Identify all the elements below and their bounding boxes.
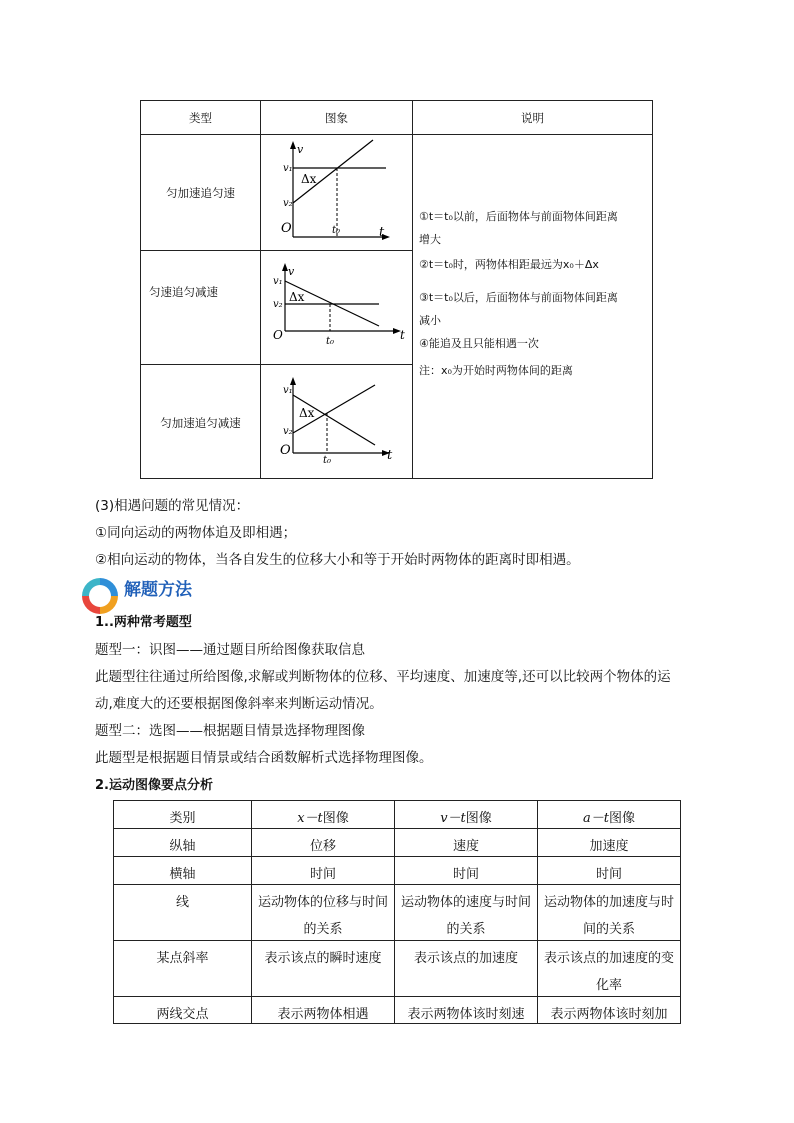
- t2-header-at: [537, 800, 681, 829]
- t2-row-label: 某点斜率: [113, 940, 252, 997]
- t2-cell: 速度: [394, 828, 538, 857]
- t2-cell: 表示两物体该时刻速: [394, 996, 538, 1024]
- axis-t-label: t: [379, 225, 385, 240]
- sub2-heading: 2.运动图像要点分析: [95, 778, 213, 793]
- t2-cell: 表示两物体该时刻加: [537, 996, 681, 1024]
- origin-label: O: [273, 328, 283, 342]
- t2-row-label: 线: [113, 884, 252, 941]
- t2-row-label: 纵轴: [113, 828, 252, 857]
- meeting-item-1: ①同向运动的两物体追及即相遇；: [95, 525, 297, 541]
- v1-label: v₁: [283, 163, 293, 174]
- t2-cell: 时间: [251, 856, 395, 885]
- t2-cell: 表示两物体相遇: [251, 996, 395, 1024]
- delta-x-label: Δx: [301, 172, 317, 186]
- v1-label: v₁: [283, 385, 293, 396]
- header-graph: 图象: [260, 100, 413, 135]
- v2-label: v₂: [273, 299, 283, 310]
- type-uniform-accel-vs-uniform: 匀加速追匀速: [140, 134, 261, 251]
- section-title: 解题方法: [124, 580, 192, 600]
- para1-line2: 动,难度大的还要根据图像斜率来判断运动情况。: [95, 696, 383, 712]
- v2-label: v₂: [283, 198, 293, 209]
- para1-line1: 此题型往往通过所给图像,求解或判断物体的位移、平均速度、加速度等,还可以比较两个物体的运: [95, 669, 671, 685]
- axis-v-label: v: [297, 143, 304, 156]
- axis-v-label: v: [288, 265, 295, 278]
- xt-suffix: 图像: [322, 811, 349, 826]
- t2-header-xt: [251, 800, 395, 829]
- origin-label: O: [280, 443, 291, 458]
- type2-line: 题型二：选图——根据题目情景选择物理图像: [95, 723, 365, 739]
- t2-cell: 加速度: [537, 828, 681, 857]
- t2-row-label: 两线交点: [113, 996, 252, 1024]
- t0-label: t₀: [332, 225, 341, 236]
- delta-x-label: Δx: [299, 406, 315, 420]
- note-before-t0-cont: 增大: [419, 233, 441, 246]
- vt-graph-1: [261, 135, 412, 250]
- axis-t-label: t: [387, 448, 393, 463]
- vt-graph-2: [261, 251, 412, 364]
- v1-label: v₁: [273, 276, 283, 287]
- vt-graph-3: [261, 365, 412, 478]
- type-uniform-accel-vs-uniform-decel: 匀加速追匀减速: [140, 364, 261, 479]
- graph-cell-2: [260, 250, 413, 365]
- axis-t-label: t: [400, 328, 405, 342]
- v2-label: v₂: [283, 426, 293, 437]
- method-logo-icon: [82, 578, 118, 614]
- header-type: 类型: [140, 100, 261, 135]
- note-before-t0: ①t＝t₀以前，后面物体与前面物体间距离: [419, 210, 618, 223]
- note-after-t0: ③t＝t₀以后，后面物体与前面物体间距离: [419, 291, 618, 304]
- at-symbol: a－t: [583, 811, 609, 826]
- note-meet-once: ④能追及且只能相遇一次: [419, 337, 539, 350]
- note-at-t0: ②t＝t₀时，两物体相距最远为x₀＋Δx: [419, 258, 599, 271]
- graph-cell-1: [260, 134, 413, 251]
- notes-cell: [412, 134, 653, 479]
- t0-label: t₀: [323, 455, 332, 466]
- origin-label: O: [281, 221, 292, 236]
- t2-cell: 运动物体的速度与时间的关系: [394, 884, 538, 941]
- t2-row-label: 横轴: [113, 856, 252, 885]
- note-x0: 注：x₀为开始时两物体间的距离: [419, 364, 573, 377]
- t0-label: t₀: [326, 336, 335, 347]
- vt-suffix: 图像: [465, 811, 492, 826]
- vt-symbol: v－t: [440, 811, 466, 826]
- t2-cell: 表示该点的加速度: [394, 940, 538, 997]
- meeting-title: (3)相遇问题的常见情况：: [95, 498, 250, 514]
- sub1-heading: 1..两种常考题型: [95, 615, 192, 630]
- para2-line: 此题型是根据题目情景或结合函数解析式选择物理图像。: [95, 750, 433, 766]
- t2-header-category: 类别: [113, 800, 252, 829]
- note-after-t0-cont: 减小: [419, 314, 441, 327]
- t2-header-vt: [394, 800, 538, 829]
- header-notes: 说明: [412, 100, 653, 135]
- t2-cell: 时间: [394, 856, 538, 885]
- meeting-item-2: ②相向运动的物体，当各自发生的位移大小和等于开始时两物体的距离时即相遇。: [95, 552, 580, 568]
- t2-cell: 表示该点的瞬时速度: [251, 940, 395, 997]
- t2-cell: 位移: [251, 828, 395, 857]
- type-uniform-vs-uniform-decel: 匀速追匀减速: [140, 250, 261, 365]
- at-suffix: 图像: [608, 811, 635, 826]
- t2-cell: 运动物体的位移与时间的关系: [251, 884, 395, 941]
- t2-cell: 运动物体的加速度与时间的关系: [537, 884, 681, 941]
- t2-cell: 时间: [537, 856, 681, 885]
- type1-line: 题型一：识图——通过题目所给图像获取信息: [95, 642, 365, 658]
- graph-cell-3: [260, 364, 413, 479]
- t2-cell: 表示该点的加速度的变化率: [537, 940, 681, 997]
- delta-x-label: Δx: [289, 290, 305, 304]
- xt-symbol: x－t: [297, 811, 323, 826]
